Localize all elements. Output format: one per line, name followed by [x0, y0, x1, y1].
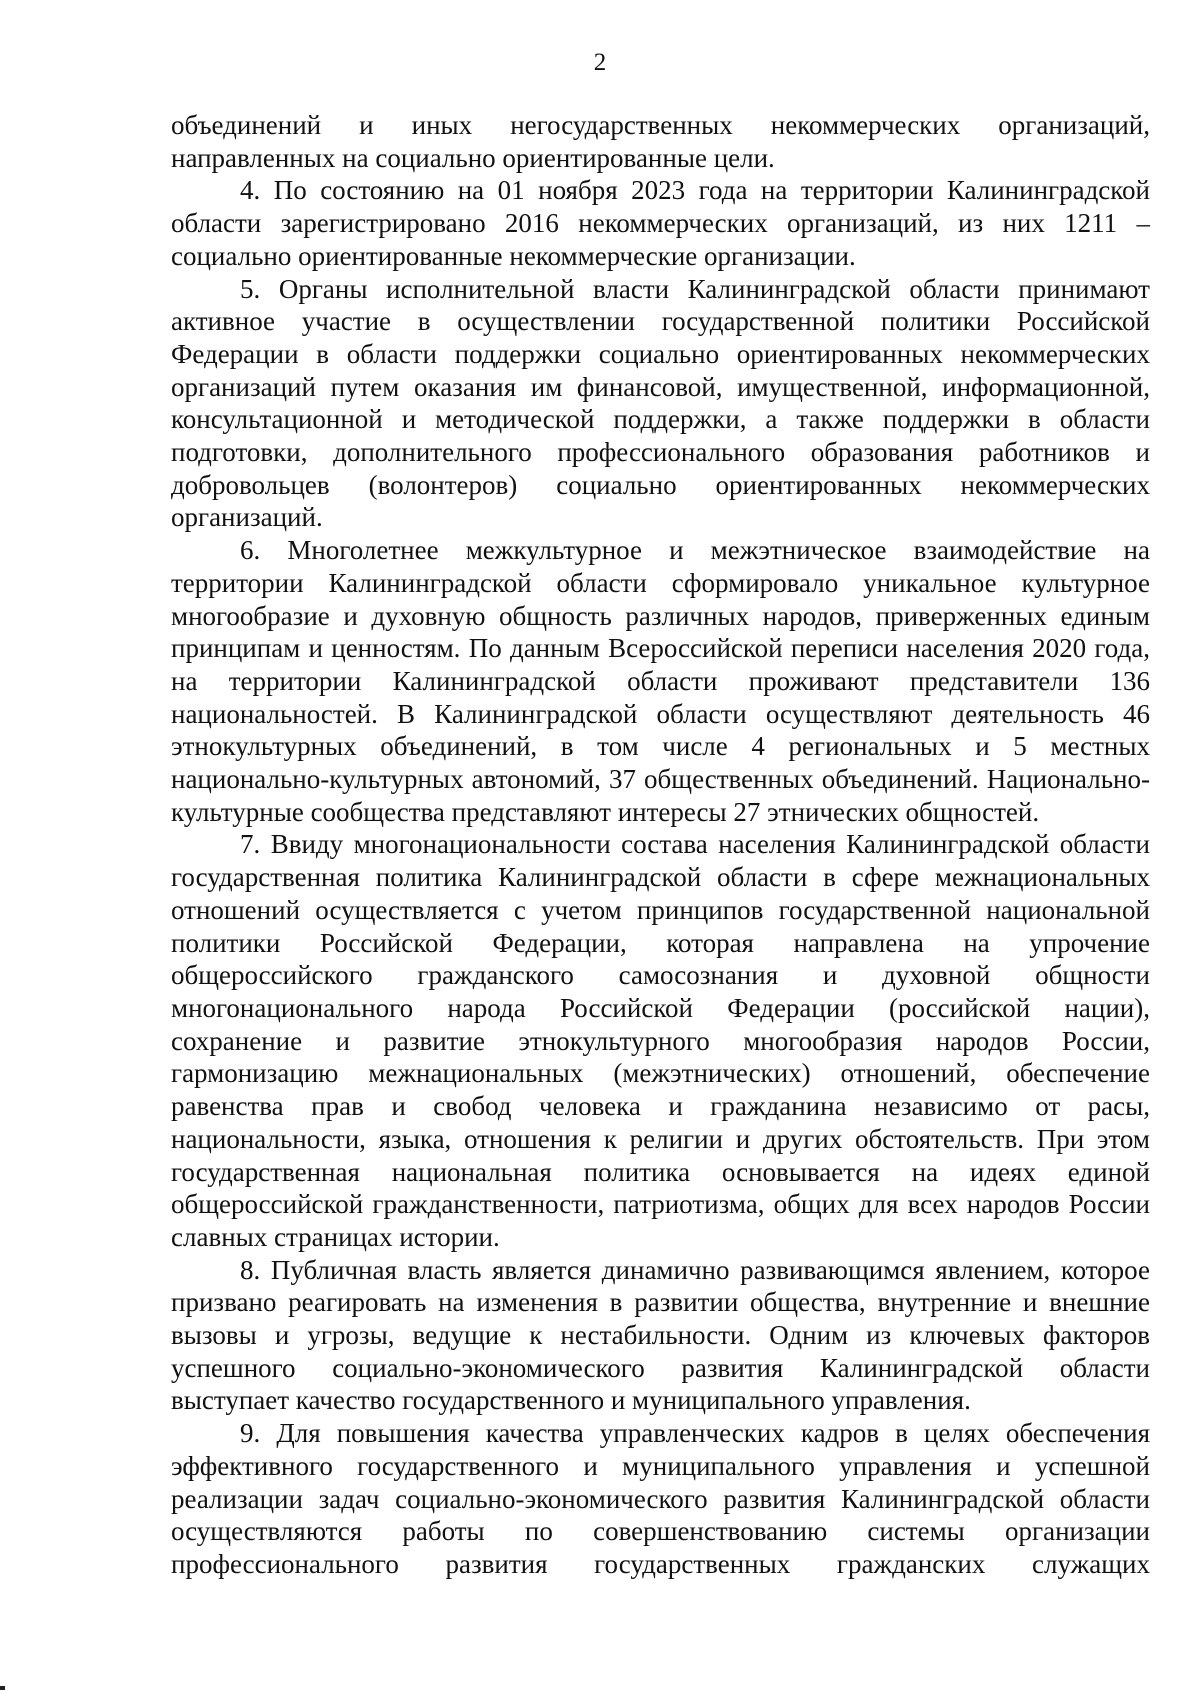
paragraph-7: 7. Ввиду многонациональности состава населения Калининградской области государственная политика Калининградской области в сфере межнациональных отношений осуществляется с учетом принципов государственной национальной политики Российской Федерации, которая направлена на упрочение общероссийского гражданского самосознания и духовной общности многонационального народа Российской Федерации (российской нации), сохранение и развитие этнокультурного многообразия народов России, гармонизацию межнациональных (межэтнических) отношений, обеспечение равенства прав и свобод человека и гражданина независимо от расы, национальности, языка, отношения к религии и других обстоятельств. При этом государственная национальная политика основывается на идеях единой общероссийской гражданственности, патриотизма, общих для всех народов России славных страницах истории. — [171, 829, 1150, 1252]
scan-edge-mark — [0, 1686, 5, 1690]
paragraph-9: 9. Для повышения качества управленческих кадров в целях обеспечения эффективного государственного и муниципального управления и успешной реализации задач социально-экономического развития Калининградской области осуществляются работы по совершенствованию системы организации профессионального развития государственных гражданских служащих — [171, 1418, 1150, 1579]
paragraph-8: 8. Публичная власть является динамично развивающимся явлением, которое призвано реагировать на изменения в развитии общества, внутренние и внешние вызовы и угрозы, ведущие к нестабильности. Одним из ключевых факторов успешного социально-экономического развития Калининградской области выступает качество государственного и муниципального управления. — [171, 1254, 1150, 1416]
paragraph-6: 6. Многолетнее межкультурное и межэтническое взаимодействие на территории Калининградской области сформировало уникальное культурное многообразие и духовную общность различных народов, приверженных единым принципам и ценностям. По данным Всероссийской переписи населения 2020 года, на территории Калининградской области проживают представители 136 национальностей. В Калининградской области осуществляют деятельность 46 этнокультурных объединений, в том числе 4 региональных и 5 местных национально-культурных автономий, 37 общественных объединений. Национально-культурные сообщества представляют интересы 27 этнических общностей. — [171, 535, 1150, 827]
paragraph-continuation: объединений и иных негосударственных некоммерческих организаций, направленных на социально ориентированные цели. — [171, 110, 1150, 173]
document-body — [171, 109, 1150, 1581]
paragraph-4: 4. По состоянию на 01 ноября 2023 года на территории Калининградской области зарегистрировано 2016 некоммерческих организаций, из них 1211 – социально ориентированные некоммерческие организации. — [171, 175, 1150, 271]
page-number: 2 — [593, 49, 607, 76]
paragraph-5: 5. Органы исполнительной власти Калининградской области принимают активное участие в осуществлении государственной политики Российской Федерации в области поддержки социально ориентированных некоммерческих организаций путем оказания им финансовой, имущественной, информационной, консультационной и методической поддержки, а также поддержки в области подготовки, дополнительного профессионального образования работников и добровольцев (волонтеров) социально ориентированных некоммерческих организаций. — [171, 273, 1150, 533]
